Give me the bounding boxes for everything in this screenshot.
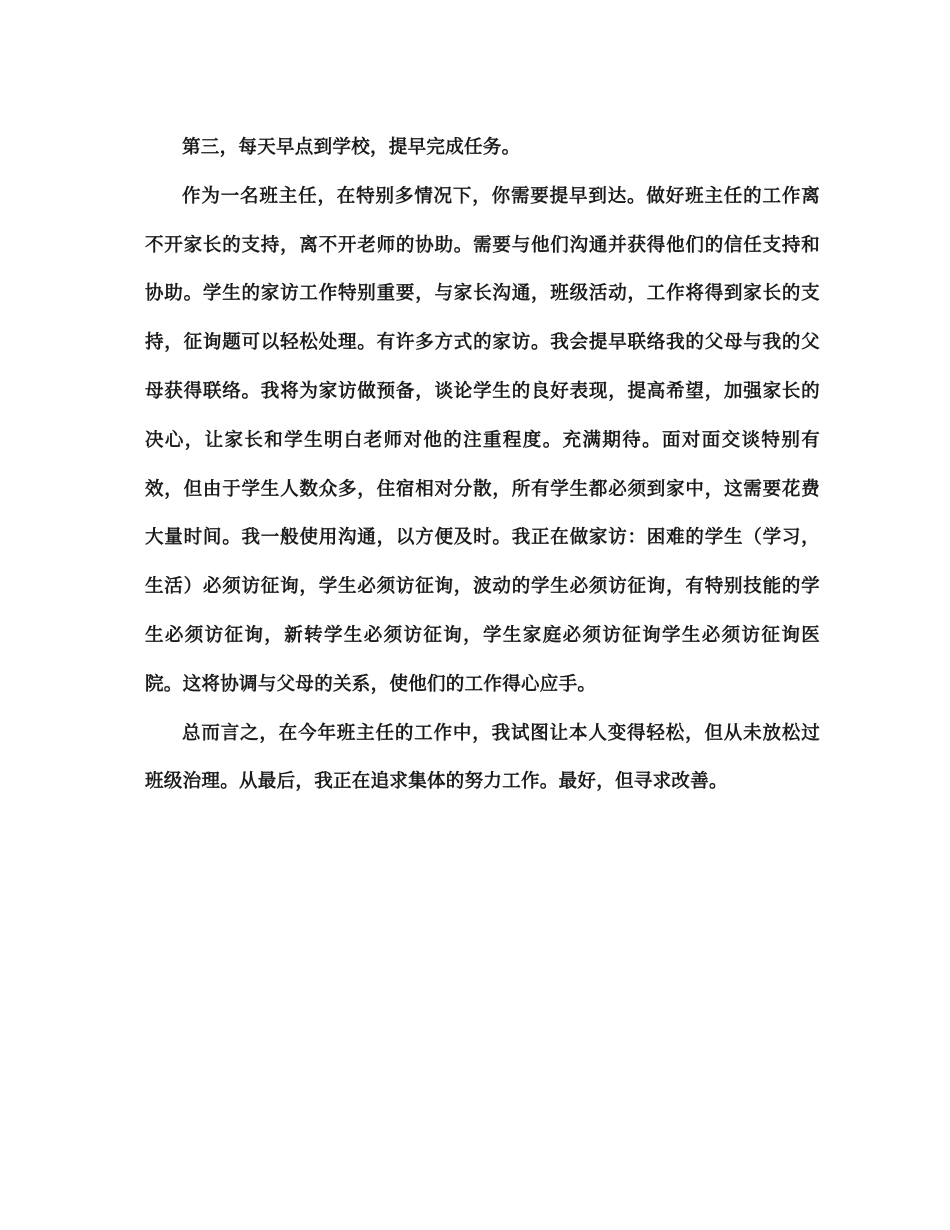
paragraph-2: 作为一名班主任，在特别多情况下，你需要提早到达。做好班主任的工作离不开家长的支持，离不开老师的协助。需要与他们沟通并获得他们的信任支持和协助。学生的家访工作特别重要，与家长沟通，班级活动，工作将得到家长的支持，征询题可以轻松处理。有许多方式的家访。我会提早联络我的父母与我的父母获得联络。我将为家访做预备，谈论学生的良好表现，提高希望，加强家长的决心，让家长和学生明白老师对他的注重程度。充满期待。面对面交谈特别有效，但由于学生人数众多，住宿相对分散，所有学生都必须到家中，这需要花费大量时间。我一般使用沟通，以方便及时。我正在做家访：困难的学生（学习，生活）必须访征询，学生必须访征询，波动的学生必须访征询，有特别技能的学生必须访征询，新转学生必须访征询，学生家庭必须访征询学生必须访征询医院。这将协调与父母的关系，使他们的工作得心应手。 <box>145 185 820 695</box>
paragraph-3: 总而言之，在今年班主任的工作中，我试图让本人变得轻松，但从未放松过班级治理。从最后，我正在追求集体的努力工作。最好，但寻求改善。 <box>145 722 820 793</box>
paragraph-1: 第三，每天早点到学校，提早完成任务。 <box>182 137 521 158</box>
document-body <box>145 124 820 807</box>
